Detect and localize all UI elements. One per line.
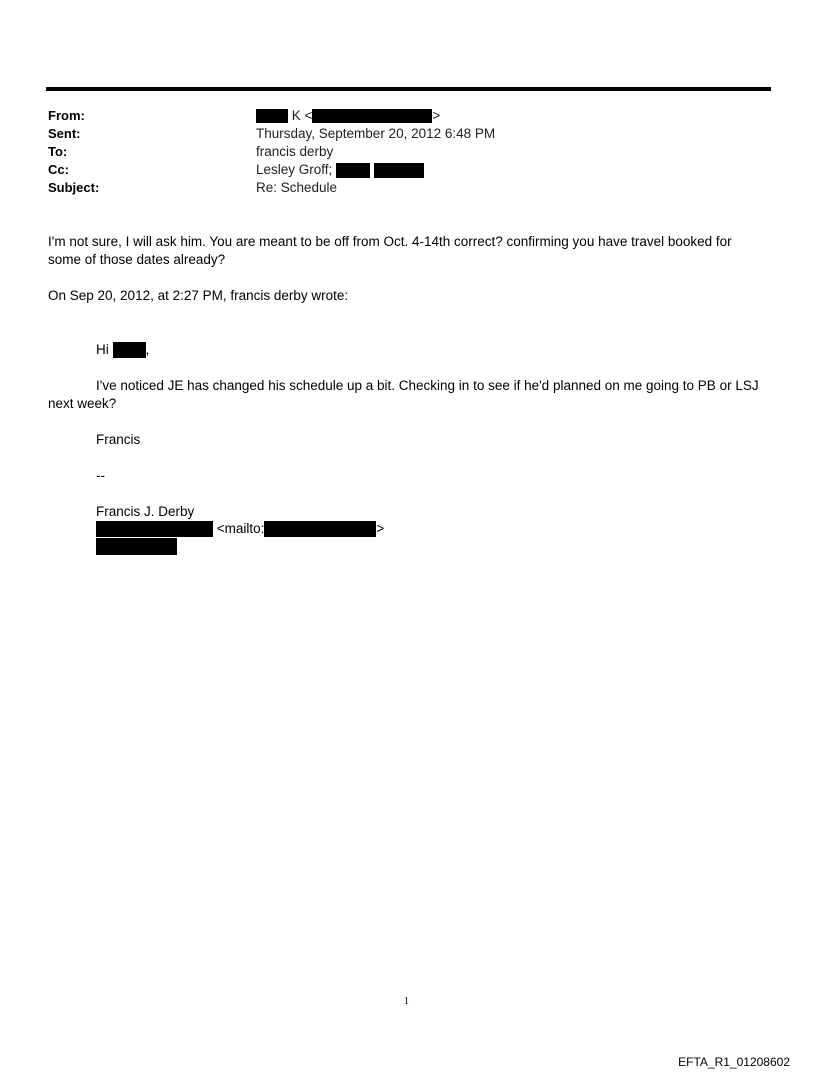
cc-label: Cc: bbox=[48, 162, 69, 177]
sent-label: Sent: bbox=[48, 126, 81, 141]
redaction-block bbox=[96, 538, 177, 555]
sent-value: Thursday, September 20, 2012 6:48 PM bbox=[256, 126, 496, 141]
quote-intro: On Sep 20, 2012, at 2:27 PM, francis derby wrote: bbox=[48, 288, 349, 303]
redaction-block bbox=[374, 163, 424, 178]
quoted-signoff: Francis bbox=[96, 432, 141, 447]
from-initial: K < bbox=[291, 108, 313, 123]
mailto-open: <mailto: bbox=[216, 521, 265, 536]
mailto-close: > bbox=[376, 521, 385, 536]
redaction-block bbox=[256, 109, 288, 123]
greeting-hi: Hi bbox=[96, 342, 109, 357]
signature-name: Francis J. Derby bbox=[96, 504, 195, 519]
redaction-block bbox=[96, 521, 213, 537]
from-value bbox=[256, 107, 440, 125]
document-id: EFTA_R1_01208602 bbox=[678, 1055, 790, 1069]
reply-line-2: some of those dates already? bbox=[48, 252, 226, 267]
redaction-block bbox=[336, 163, 370, 178]
subject-label: Subject: bbox=[48, 180, 100, 195]
redaction-block bbox=[312, 109, 432, 123]
cc-value bbox=[256, 161, 424, 179]
to-value: francis derby bbox=[256, 144, 334, 159]
quoted-line-2: next week? bbox=[48, 396, 117, 411]
quoted-line-1: I've noticed JE has changed his schedule up a bit. Checking in to see if he'd planned on me going to PB or LSJ bbox=[96, 378, 759, 393]
greeting-comma: , bbox=[145, 342, 150, 357]
redaction-block bbox=[113, 342, 146, 358]
signature-contact bbox=[96, 520, 384, 538]
quoted-greeting bbox=[96, 341, 149, 359]
reply-line-1: I'm not sure, I will ask him. You are meant to be off from Oct. 4-14th correct? confirming you have travel booked for bbox=[48, 234, 732, 249]
redaction-block bbox=[264, 521, 376, 537]
cc-name: Lesley Groff; bbox=[256, 162, 333, 177]
from-label: From: bbox=[48, 108, 85, 123]
subject-value: Re: Schedule bbox=[256, 180, 338, 195]
from-close: > bbox=[432, 108, 441, 123]
page-number: 1 bbox=[404, 996, 409, 1007]
signature-separator: -- bbox=[96, 468, 105, 483]
header-rule bbox=[46, 87, 771, 91]
to-label: To: bbox=[48, 144, 68, 159]
